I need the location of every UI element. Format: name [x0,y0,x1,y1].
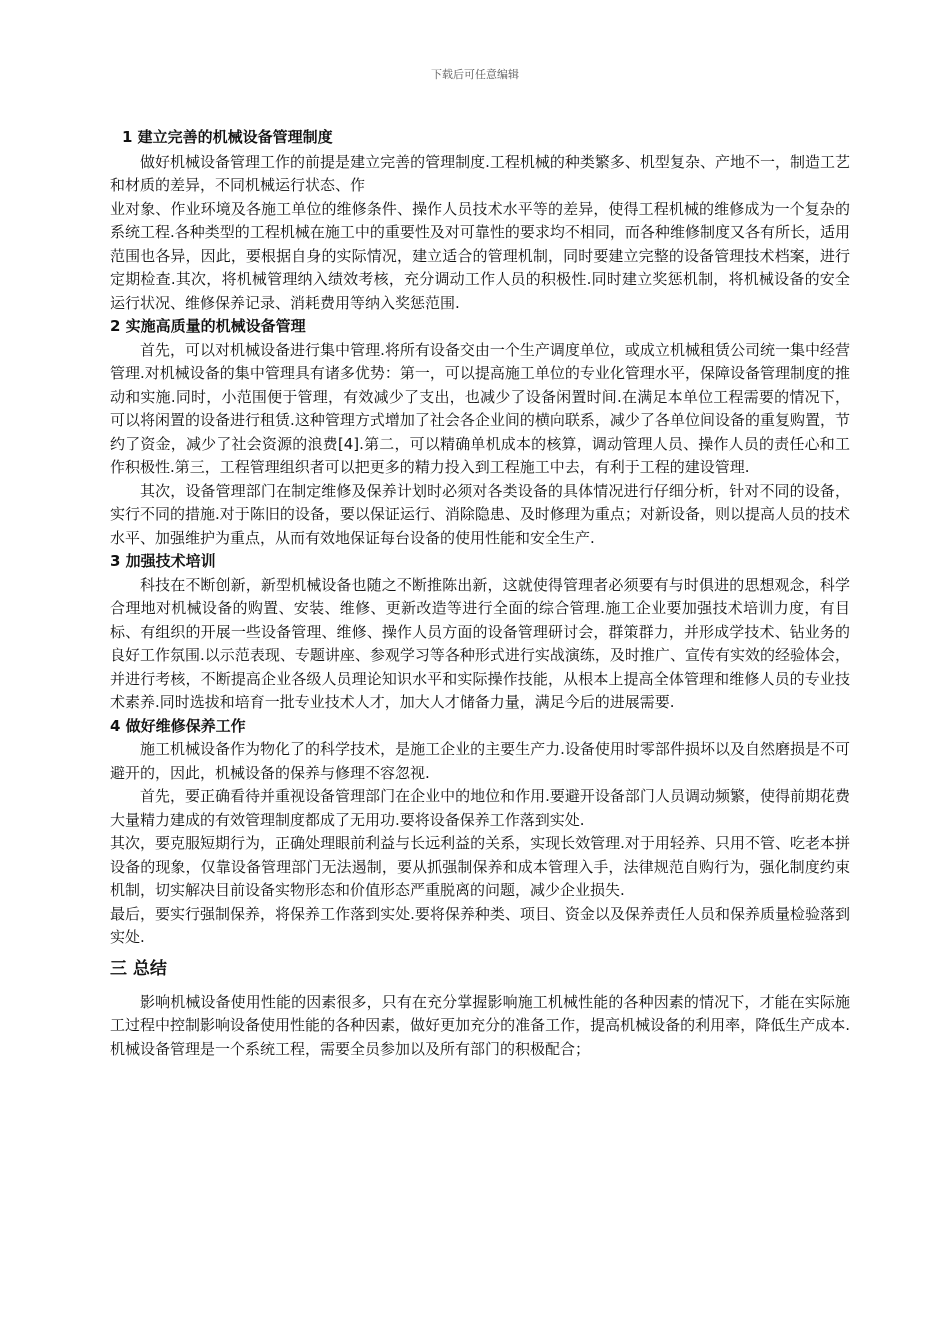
page-header: 下载后可任意编辑 [431,68,519,81]
paragraph: 施工机械设备作为物化了的科学技术，是施工企业的主要生产力.设备使用时零部件损坏以及自然磨损是不可避开的，因此，机械设备的保养与修理不容忽视. [110,740,850,782]
paragraph: 其次，设备管理部门在制定维修及保养计划时必须对各类设备的具体情况进行仔细分析，针对不同的设备，实行不同的措施.对于陈旧的设备，要以保证运行、消除隐患、及时修理为重点；对新设备，则以提高人员的技术水平、加强维护为重点，从而有效地保证每台设备的使用性能和安全生产. [110,481,850,547]
section-heading: 1 建立完善的机械设备管理制度 [122,128,333,146]
paragraph: 科技在不断创新，新型机械设备也随之不断推陈出新，这就使得管理者必须要有与时俱进的思想观念，科学合理地对机械设备的购置、安装、维修、更新改造等进行全面的综合管理.施工企业要加强技术培训力度，有目标、有组织的开展一些设备管理、维修、操作人员方面的设备管理研讨会，群策群力，并形成学技术、钻业务的良好工作氛围.以示范表现、专题讲座、参观学习等各种形式进行实战演练，及时推广、宣传有实效的经验体会，并进行考核，不断提高企业各级人员理论知识水平和实际操作技能，从根本上提高全体管理和维修人员的专业技术素养.同时选拔和培育一批专业技术人才，加大人才储备力量，满足今后的进展需要. [110,575,850,711]
paragraph: 最后，要实行强制保养，将保养工作落到实处.要将保养种类、项目、资金以及保养责任人员和保养质量检验落到实处. [110,904,850,946]
section-heading: 4 做好维修保养工作 [110,716,246,735]
section-heading: 2 实施高质量的机械设备管理 [110,317,306,335]
chapter-heading: 三 总结 [110,958,167,979]
paragraph: 业对象、作业环境及各施工单位的维修条件、操作人员技术水平等的差异，使得工程机械的维修成为一个复杂的系统工程.各种类型的工程机械在施工中的重要性及对可靠性的要求均不相同，而各种维修制度又各有所长，适用范围也各异，因此，要根据自身的实际情况，建立适合的管理机制，同时要建立完整的设备管理技术档案，进行定期检查.其次，将机械管理纳入绩效考核，充分调动工作人员的积极性.同时建立奖惩机制，将机械设备的安全运行状况、维修保养记录、消耗费用等纳入奖惩范围. [110,199,850,312]
document-body [110,126,850,1061]
paragraph: 做好机械设备管理工作的前提是建立完善的管理制度.工程机械的种类繁多、机型复杂、产地不一，制造工艺和材质的差异，不同机械运行状态、作 [110,152,850,194]
paragraph: 首先，可以对机械设备进行集中管理.将所有设备交由一个生产调度单位，或成立机械租赁公司统一集中经营管理.对机械设备的集中管理具有诸多优势：第一，可以提高施工单位的专业化管理水平，保障设备管理制度的推动和实施.同时，小范围便于管理，有效减少了支出，也减少了设备闲置时间.在满足本单位工程需要的情况下，可以将闲置的设备进行租赁.这种管理方式增加了社会各企业间的横向联系，减少了各单位间设备的重复购置，节约了资金，减少了社会资源的浪费[4].第二，可以精确单机成本的核算，调动管理人员、操作人员的责任心和工作积极性.第三，工程管理组织者可以把更多的精力投入到工程施工中去，有利于工程的建设管理. [110,340,850,476]
paragraph: 其次，要克服短期行为，正确处理眼前利益与长远利益的关系，实现长效管理.对于用轻养、只用不管、吃老本拼设备的现象，仅靠设备管理部门无法遏制，要从抓强制保养和成本管理入手，法律规范自购行为，强化制度约束机制，切实解决目前设备实物形态和价值形态严重脱离的问题，减少企业损失. [110,834,850,899]
paragraph: 影响机械设备使用性能的因素很多，只有在充分掌握影响施工机械性能的各种因素的情况下，才能在实际施工过程中控制影响设备使用性能的各种因素，做好更加充分的准备工作，提高机械设备的利用率，降低生产成本.机械设备管理是一个系统工程，需要全员参加以及所有部门的积极配合； [110,992,850,1058]
paragraph: 首先，要正确看待并重视设备管理部门在企业中的地位和作用.要避开设备部门人员调动频繁，使得前期花费大量精力建成的有效管理制度都成了无用功.要将设备保养工作落到实处. [110,787,850,829]
section-heading: 3 加强技术培训 [110,552,216,570]
